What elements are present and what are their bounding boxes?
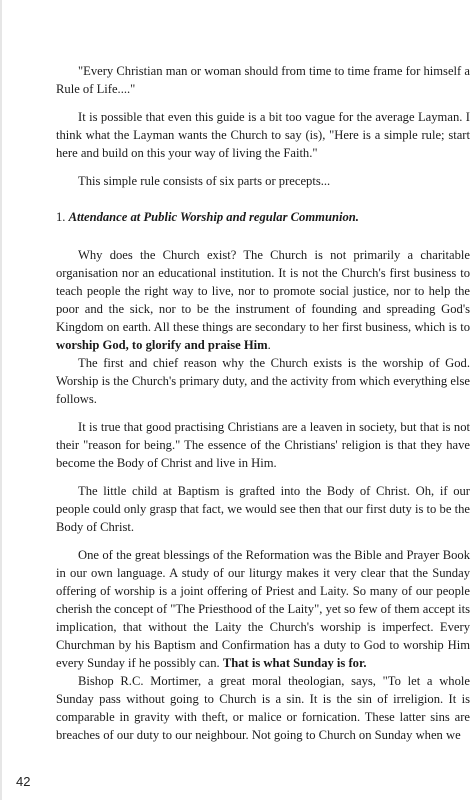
paragraph-reformation [56,546,470,672]
page-number: 42 [16,774,31,789]
paragraph-first-chief-reason [56,354,470,408]
paragraph-guide-vague [56,108,470,162]
page-edge [0,0,2,800]
paragraph-text: The little child at Baptism is grafted into the Body of Christ. Oh, if our people could only grasp that fact, we would see then that our first duty is to be the Body of Christ. [56,484,470,534]
paragraph-text: It is possible that even this guide is a bit too vague for the average Layman. I think what the Layman wants the Church to say (is), "Here is a simple rule; start here and build on this your way of living the Faith." [56,110,470,160]
paragraph-text: "Every Christian man or woman should from time to time frame for himself a Rule of Life...." [56,64,470,96]
emphasis-text: worship God, to glorify and praise Him [56,338,268,352]
paragraph-baptism [56,482,470,536]
paragraph-rule-of-life-quote [56,62,470,98]
paragraph-bishop-mortimer [56,672,470,744]
emphasis-text: That is what Sunday is for. [222,656,367,670]
paragraph-text: The first and chief reason why the Church exists is the worship of God. Worship is the Church's primary duty, and the activity from which everything else follows. [56,356,470,406]
paragraph-text: . [267,338,271,352]
paragraph-text: One of the great blessings of the Reformation was the Bible and Prayer Book in our own language. A study of our liturgy makes it very clear that the Sunday offering of worship is a joint offering of Priest and Laity. So many of our people cherish the concept of "The Priesthood of the Laity", yet so few of them accept its implication, that without the Laity the Church's worship is imperfect. Every Churchman by his Baptism and Confirmation has a duty to God to worship Him every Sunday if he possibly can. [56,548,470,670]
paragraph-text: It is true that good practising Christians are a leaven in society, but that is not their "reason for being." The essence of the Christians' religion is that they have become the Body of Christ and live in Him. [56,420,470,470]
paragraph-six-precepts [56,172,470,190]
section-heading [56,208,470,226]
section-number: 1. [56,210,69,224]
paragraph-text: Why does the Church exist? The Church is not primarily a charitable organisation nor an educational institution. It is not the Church's first business to teach people the right way to live, nor to promote social justice, nor to help the poor and the sick, nor to be the instrument of founding and spreading God's Kingdom on earth. All these things are secondary to her first business, which is to [56,248,470,334]
section-title: Attendance at Public Worship and regular Communion. [68,210,359,224]
paragraph-text: Bishop R.C. Mortimer, a great moral theologian, says, "To let a whole Sunday pass without going to Church is a sin. It is the sin of irreligion. It is comparable in gravity with theft, or malice or fornication. These latter sins are breaches of our duty to our neighbour. Not going to Church on Sunday when we [56,674,470,742]
paragraph-text: This simple rule consists of six parts or precepts... [78,174,331,188]
paragraph-why-church-exists [56,246,470,354]
paragraph-leaven-society [56,418,470,472]
